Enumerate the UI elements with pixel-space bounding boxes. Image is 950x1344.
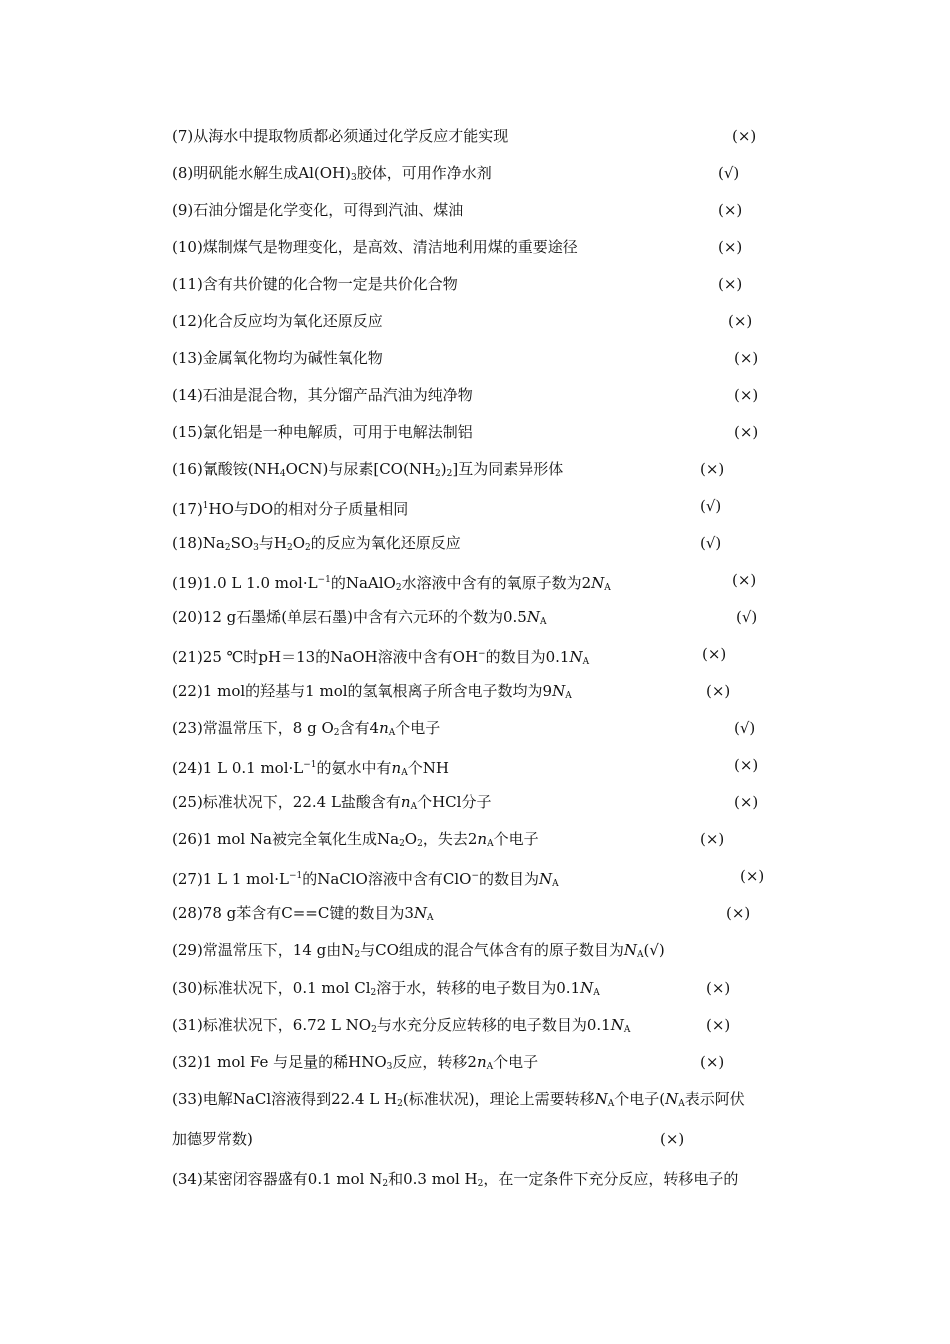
answer-false-mark: (×) xyxy=(660,1130,685,1148)
answer-false-mark: (×) xyxy=(734,349,759,367)
answer-false-mark: (×) xyxy=(732,127,757,145)
question-item: $(17)^1HO$与DO的相对分子质量相同 xyxy=(172,500,409,518)
answer-false-mark: (×) xyxy=(700,1053,725,1071)
question-item: (8)明矾能水解生成$Al(OH)_3$胶体，可用作净水剂 xyxy=(172,164,492,183)
question-item: (20)12 g石墨烯(单层石墨)中含有六元环的个数为$0.5N_A$ xyxy=(172,608,547,627)
question-item: (13)金属氧化物均为碱性氧化物 xyxy=(172,349,383,367)
answer-false-mark: (×) xyxy=(718,201,743,219)
question-item: (33)电解NaCl溶液得到22.4 L $H_2$(标准状况)，理论上需要转移$N_A$个电子($N_A$表示阿伏 xyxy=(172,1090,745,1109)
question-item: (15)氯化铝是一种电解质，可用于电解法制铝 xyxy=(172,423,473,441)
answer-false-mark: (×) xyxy=(706,979,731,997)
answer-false-mark: (×) xyxy=(700,830,725,848)
answer-false-mark: (×) xyxy=(734,756,759,774)
answer-true-mark: (√) xyxy=(700,497,722,515)
answer-false-mark: (×) xyxy=(718,238,743,256)
question-item: (16)氰酸铵$(NH_4OCN)$与尿素$[CO(NH_2)_2]$互为同素异形体 xyxy=(172,460,564,479)
question-item: (14)石油是混合物，其分馏产品汽油为纯净物 xyxy=(172,386,473,404)
question-item: (22)1 mol的羟基与1 mol的氢氧根离子所含电子数均为$9N_A$ xyxy=(172,682,572,701)
question-item: (26)1 mol Na被完全氧化生成$Na_2O_2$，失去$2n_A$个电子 xyxy=(172,830,539,849)
question-item: (10)煤制煤气是物理变化，是高效、清洁地利用煤的重要途径 xyxy=(172,238,578,256)
answer-false-mark: (×) xyxy=(734,423,759,441)
answer-false-mark: (×) xyxy=(706,1016,731,1034)
question-item: $(18)Na_2SO_3$与$H_2O_2$的反应为氧化还原反应 xyxy=(172,534,461,553)
answer-false-mark: (×) xyxy=(732,571,757,589)
answer-false-mark: (×) xyxy=(718,275,743,293)
answer-false-mark: (×) xyxy=(728,312,753,330)
answer-false-mark: (×) xyxy=(700,460,725,478)
question-item: (30)标准状况下，0.1 mol $Cl_2$溶于水，转移的电子数目为$0.1N_A$ xyxy=(172,979,600,998)
question-item: (32)1 mol Fe 与足量的稀$HNO_3$反应，转移$2n_A$个电子 xyxy=(172,1053,539,1072)
answer-true-mark: (√) xyxy=(700,534,722,552)
question-item: (24)1 L 0.1 $mol\cdot L^{-1}$的氨水中有$n_A$个NH xyxy=(172,759,449,778)
answer-false-mark: (×) xyxy=(706,682,731,700)
answer-true-mark: (√) xyxy=(736,608,758,626)
question-item: (27)1 L 1 $mol\cdot L^{-1}$的NaClO溶液中含有ClO−的数目为$N_A$ xyxy=(172,870,559,889)
answer-true-mark: (√) xyxy=(734,719,756,737)
question-item: (7)从海水中提取物质都必须通过化学反应才能实现 xyxy=(172,127,509,145)
answer-true-mark: (√) xyxy=(718,164,740,182)
question-item: (19)1.0 L 1.0 $mol\cdot L^{-1}$的NaAlO$_2$水溶液中含有的氧原子数为$2N_A$ xyxy=(172,574,611,593)
question-item: (11)含有共价键的化合物一定是共价化合物 xyxy=(172,275,458,293)
question-item: (31)标准状况下，6.72 L $NO_2$与水充分反应转移的电子数目为$0.1N_A$ xyxy=(172,1016,631,1035)
question-item: 加德罗常数) xyxy=(172,1130,253,1148)
answer-false-mark: (×) xyxy=(702,645,727,663)
answer-false-mark: (×) xyxy=(734,386,759,404)
answer-false-mark: (×) xyxy=(726,904,751,922)
question-item: (34)某密闭容器盛有0.1 mol $N_2$和0.3 mol $H_2$，在一定条件下充分反应，转移电子的 xyxy=(172,1170,739,1189)
question-item: (29)常温常压下，14 g由$N_2$与CO组成的混合气体含有的原子数目为$N_A(√)$ xyxy=(172,941,665,960)
question-item: (12)化合反应均为氧化还原反应 xyxy=(172,312,383,330)
question-item: (9)石油分馏是化学变化，可得到汽油、煤油 xyxy=(172,201,464,219)
answer-false-mark: (×) xyxy=(740,867,765,885)
question-item: (25)标准状况下，22.4 L盐酸含有$n_A$个HCl分子 xyxy=(172,793,492,812)
answer-false-mark: (×) xyxy=(734,793,759,811)
question-item: (28)78 g苯含有C==C键的数目为$3N_A$ xyxy=(172,904,434,923)
question-item: (21)25 ℃时pH＝13的NaOH溶液中含有OH−的数目为$0.1N_A$ xyxy=(172,648,590,667)
question-item: (23)常温常压下，8 g $O_2$含有$4n_A$个电子 xyxy=(172,719,441,738)
